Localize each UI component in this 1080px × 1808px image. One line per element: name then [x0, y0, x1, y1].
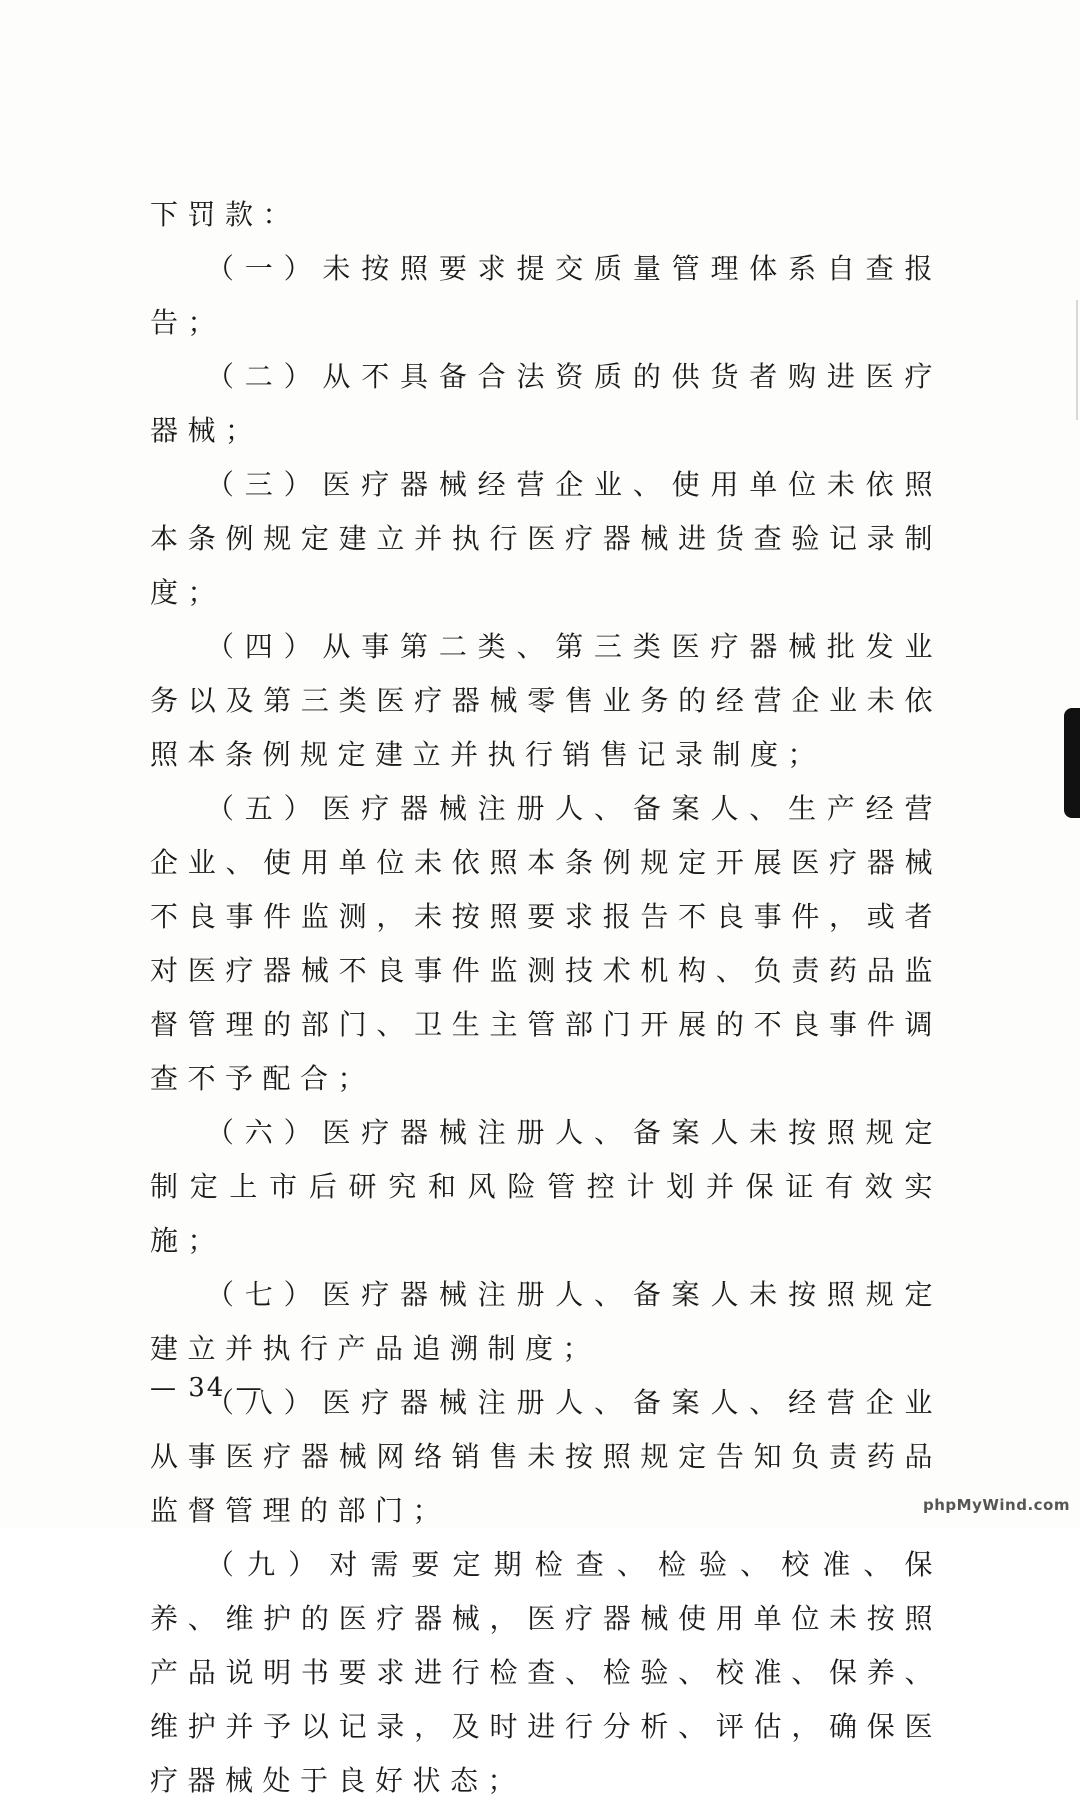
paragraph-item-8: （八）医疗器械注册人、备案人、经营企业从事医疗器械网络销售未按照规定告知负责药品监督管理的部门；	[150, 1386, 942, 1527]
scan-binding-mark	[1064, 708, 1080, 818]
paragraph-item-6: （六）医疗器械注册人、备案人未按照规定制定上市后研究和风险管控计划并保证有效实施；	[150, 1116, 942, 1257]
watermark: phpMyWind.com	[923, 1496, 1070, 1514]
document-body	[150, 188, 942, 1808]
paragraph-item-1: （一）未按照要求提交质量管理体系自查报告；	[150, 252, 942, 339]
paragraph-intro: 下罚款：	[150, 198, 301, 231]
paragraph-item-3: （三）医疗器械经营企业、使用单位未依照本条例规定建立并执行医疗器械进货查验记录制度；	[150, 468, 942, 609]
page-number: — 34 —	[150, 1373, 264, 1403]
paragraph-item-7: （七）医疗器械注册人、备案人未按照规定建立并执行产品追溯制度；	[150, 1278, 942, 1365]
paragraph-item-2: （二）从不具备合法资质的供货者购进医疗器械；	[150, 360, 942, 447]
scan-edge-line	[1076, 300, 1078, 420]
paragraph-item-4: （四）从事第二类、第三类医疗器械批发业务以及第三类医疗器械零售业务的经营企业未依照本条例规定建立并执行销售记录制度；	[150, 630, 942, 771]
paragraph-item-5: （五）医疗器械注册人、备案人、生产经营企业、使用单位未依照本条例规定开展医疗器械不良事件监测，未按照要求报告不良事件，或者对医疗器械不良事件监测技术机构、负责药品监督管理的部门、卫生主管部门开展的不良事件调查不予配合；	[150, 792, 942, 1095]
paragraph-item-9: （九）对需要定期检查、检验、校准、保养、维护的医疗器械，医疗器械使用单位未按照产品说明书要求进行检查、检验、校准、保养、维护并予以记录，及时进行分析、评估，确保医疗器械处于良好状态；	[150, 1548, 942, 1797]
